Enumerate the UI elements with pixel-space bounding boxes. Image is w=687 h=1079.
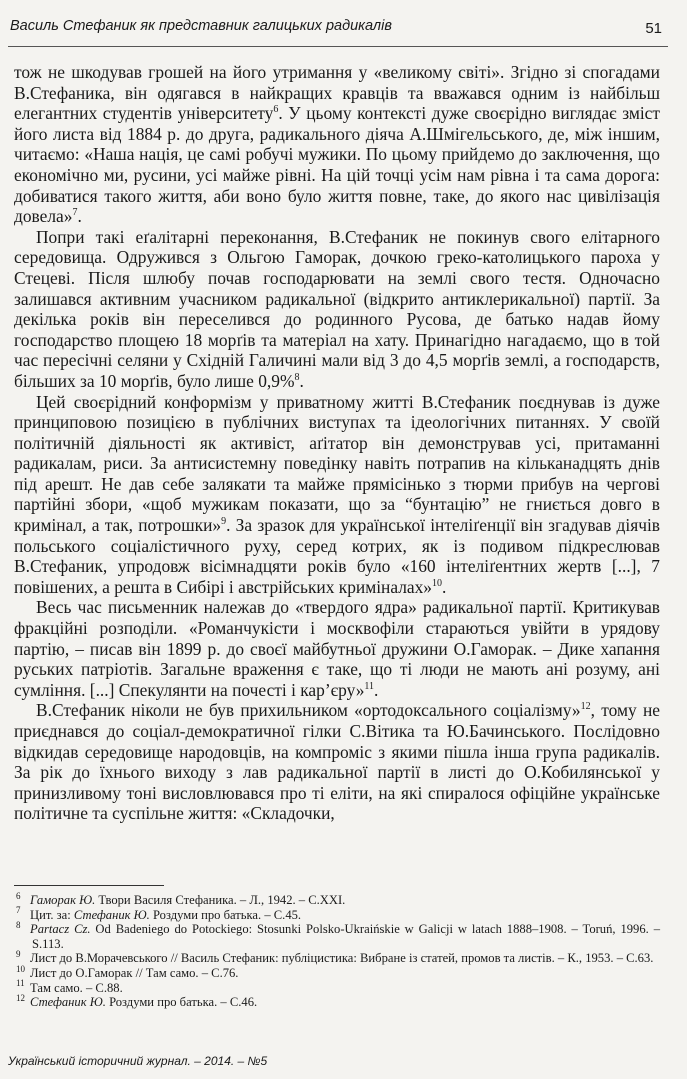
footnote: 6 Гаморак Ю. Твори Василя Стефаника. – Л., 1942. – С.XXI. bbox=[16, 890, 346, 907]
page-number: 51 bbox=[645, 20, 662, 37]
footnote: 10 Лист до О.Гаморак // Там само. – С.76. bbox=[16, 963, 239, 980]
footnote-ref: 9 bbox=[221, 516, 227, 528]
body-paragraph bbox=[14, 597, 660, 700]
body-text: Попри такі еґалітарні переконання, В.Стефаник не покинув свого елітарного середовища. Одружився з Ольгою Гаморак, дочкою греко-католицького пароха у Стецеві. Після шлюбу почав господарювати на землі свого тестя. Одночасно залишався активним учасником радикальної (відкрито антиклерикальної) партії. За декілька років він переселився до родинного Русова, де батько надав йому господарство площею 18 морґів та матеріал на хату. Принагідно нагадаємо, що в той час пересічні селяни у Східній Галичині мали від 3 до 4,5 морґів землі, а господарств, більших за 10 морґів, було лише 0,9% bbox=[14, 226, 660, 391]
body-text: . У цьому контексті дуже своєрідно виглядає зміст його листа від 1884 р. до друга, радикального діяча А.Шмігельського, де, між іншим, читаємо: «Наша нація, це самі робучі мужики. По цьому прийдемо до заключення, що економічно ми, русини, усі майже рівні. На цій точці усім нам рівна і та сама дорога: добиватися такого життя, аби воно було життя повне, таке, до якого нас цивілізація довела» bbox=[14, 103, 660, 227]
footnote-ref: 8 bbox=[294, 372, 300, 384]
footnote-ref: 12 bbox=[580, 701, 591, 713]
body-text: , тому не приєднався до соціал-демократичної гілки С.Вітика та Ю.Бачинського. Послідовно відкидав середовище народовців, на компроміс з якими пішла інша група радикалів. За рік до їхнього виходу з лав радикальної партії в листі до О.Кобилянської у принизливому тоні висловлювався про ті еліти, на які спиралося офіційне українське політичне та суспільне життя: «Складочки, bbox=[14, 700, 660, 824]
footnote: 9 Лист до В.Морачевського // Василь Стефаник: публіцистика: Вибране із статей, промов та листів. – К., 1953. – С.63. bbox=[16, 949, 654, 966]
footnote: 7 Цит. за: Стефаник Ю. Роздуми про батька. – С.45. bbox=[16, 905, 302, 922]
body-paragraph bbox=[14, 392, 660, 598]
footnotes bbox=[14, 890, 660, 1010]
footnote-text: Твори Василя Стефаника. – Л., 1942. – С.XXI. bbox=[95, 893, 346, 907]
journal-footer: Український історичний журнал. – 2014. – №5 bbox=[8, 1054, 268, 1068]
footnote-text: Лист до О.Гаморак // Там само. – С.76. bbox=[30, 965, 239, 980]
body-text: . bbox=[299, 370, 304, 391]
footnote: 12 Стефаник Ю. Роздуми про батька. – С.46. bbox=[16, 992, 258, 1010]
footnote: 11 Там само. – С.88. bbox=[16, 978, 123, 995]
footnote-text: Там само. – С.88. bbox=[30, 980, 123, 995]
footnote-text: Od Badeniego do Potockiego: Stosunki Polsko-Ukraińskie w Galicji w latach 1888–1908. – Toruń, 1996. – S.113. bbox=[32, 922, 660, 951]
footnote-text: Роздуми про батька. – С.45. bbox=[149, 907, 302, 922]
body-text: В.Стефаник ніколи не був прихильником «ортодоксального соціалізму» bbox=[36, 700, 581, 721]
running-header bbox=[8, 12, 668, 47]
footnote-author: Гаморак Ю. bbox=[30, 893, 96, 907]
body-text: . bbox=[374, 679, 379, 700]
body-paragraph bbox=[14, 227, 660, 392]
footnote-ref: 10 bbox=[432, 578, 443, 590]
article-body bbox=[14, 62, 660, 824]
footnote-prefix: Цит. за: bbox=[30, 907, 74, 922]
body-text: . За зразок для української інтеліґенції він згадував діячів польського соціалістичного руху, серед котрих, як із подивом підкреслював В.Стефаник, упродовж вісімнадцяти років було «160 інтеліґентних жертв [...], 7 повішених, а решта в Сибірі і австрійських криміналах» bbox=[14, 515, 660, 597]
footnote-author: Стефаник Ю. bbox=[30, 995, 106, 1010]
footnote-separator bbox=[14, 885, 164, 886]
body-text: . bbox=[77, 206, 82, 227]
body-paragraph bbox=[14, 700, 660, 824]
footnote-ref: 11 bbox=[364, 681, 375, 693]
footnote-author: Стефаник Ю. bbox=[73, 907, 150, 922]
footnote-text: Роздуми про батька. – С.46. bbox=[105, 995, 258, 1010]
body-text: Весь час письменник належав до «твердого ядра» радикальної партії. Критикував фракційні розподіли. «Романчукісти і москвофіли стараються увійти в урядову партію, – писав він 1899 р. до своєї майбутньої дружини О.Гаморак. – Дике хапання руських патріотів. Загальне враження є таке, що ті люди не мають ані розуму, ані сумління. [...] Спекулянти на почесті і кар’єру» bbox=[14, 597, 660, 700]
body-text: Цей своєрідний конформізм у приватному житті В.Стефаник поєднував із дуже принциповою позицією в публічних виступах та ідеологічних питаннях. У своїй політичній діяльності як активіст, аґітатор він демонстрував усі, притаманні радикалам, риси. За антисистемну поведінку навіть потрапив на кільканадцять днів під арешт. Не дав себе залякати та майже прямісінько з тюрми прибув на чергові партійні збори, «щоб мужикам показати, що за “бунтацію” не гниється довго в кримінал, а так, потрошки» bbox=[14, 391, 660, 536]
footnote-ref: 7 bbox=[72, 207, 78, 219]
footnote-ref: 6 bbox=[273, 104, 279, 116]
body-paragraph bbox=[14, 62, 660, 227]
footnote-text: Лист до В.Морачевського // Василь Стефаник: публіцистика: Вибране із статей, промов та листів. – К., 1953. – С.63. bbox=[30, 951, 654, 966]
running-title: Василь Стефаник як представник галицьких радикалів bbox=[10, 18, 392, 34]
footnote-author: Partacz Cz. bbox=[30, 922, 91, 937]
footnote: 8 Partacz Cz. Od Badeniego do Potockiego: Stosunki Polsko-Ukraińskie w Galicji w latach 1888–1908. – Toruń, 1996. – S.113. bbox=[16, 920, 660, 951]
body-text: . bbox=[442, 576, 447, 597]
body-text: тож не шкодував грошей на його утримання у «великому світі». Згідно зі спогадами В.Стефаника, він одягався в найкращих кравців та вважався одним із найбільш елегантних студентів університету bbox=[14, 62, 660, 124]
